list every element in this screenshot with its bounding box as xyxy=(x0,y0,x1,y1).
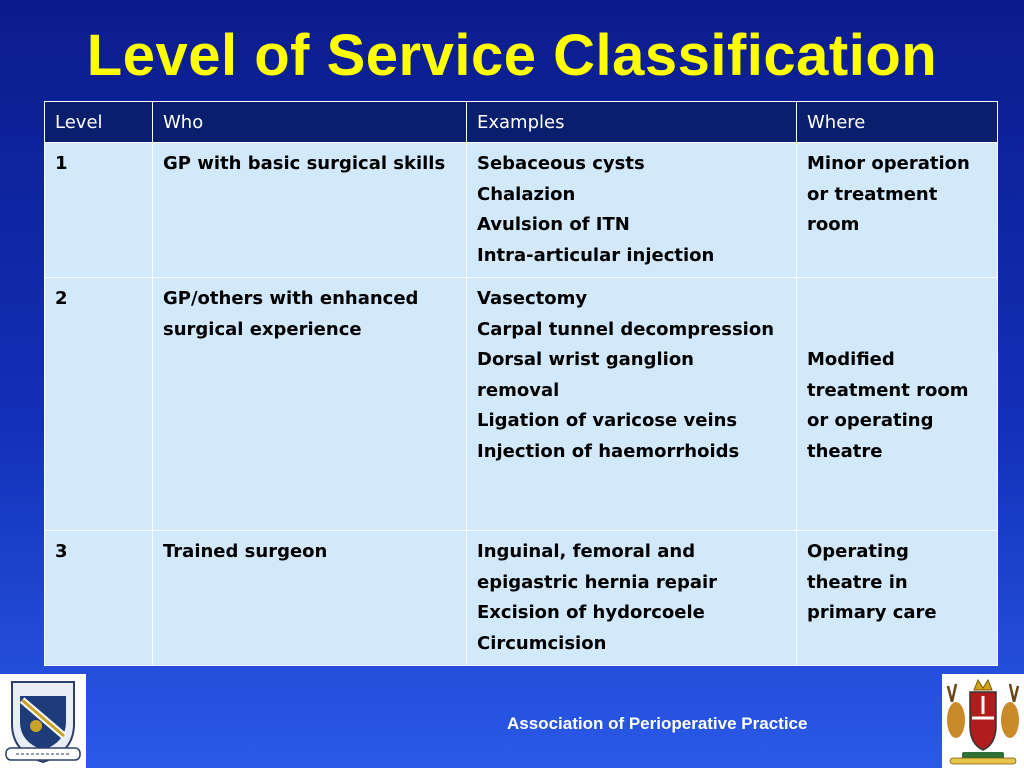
slide-title: Level of Service Classification xyxy=(86,23,938,88)
cell-where xyxy=(797,278,998,531)
cell-line: Chalazion xyxy=(477,183,576,205)
cell-line: Sebaceous cysts xyxy=(477,153,645,174)
cell-who xyxy=(153,531,467,666)
cell-line: Avulsion of ITN xyxy=(477,214,630,235)
cell-line: removal xyxy=(477,379,560,401)
cell-line: Minor operation xyxy=(807,153,970,174)
table-row xyxy=(45,278,998,531)
cell-line: treatment room xyxy=(807,379,969,401)
cell-line: Operating xyxy=(807,541,909,562)
cell-spacer xyxy=(807,284,987,345)
cell-examples xyxy=(467,531,797,666)
cell-level: 1 xyxy=(45,143,153,278)
cell-line: GP/others with enhanced xyxy=(163,288,419,309)
cell-line: surgical experience xyxy=(163,318,362,340)
coat-of-arms-deer-icon xyxy=(942,674,1024,768)
cell-line: Injection of haemorrhoids xyxy=(477,440,740,462)
header-who: Who xyxy=(153,102,467,143)
cell-line: primary care xyxy=(807,602,937,623)
cell-line: Vasectomy xyxy=(477,288,588,309)
cell-level: 2 xyxy=(45,278,153,531)
header-examples: Examples xyxy=(467,102,797,143)
cell-line: or operating xyxy=(807,410,934,431)
cell-who xyxy=(153,143,467,278)
cell-line: Circumcision xyxy=(477,632,607,654)
cell-line: room xyxy=(807,214,860,235)
cell-line: or treatment xyxy=(807,183,938,205)
cell-line: Trained surgeon xyxy=(163,541,328,562)
cell-line: Excision of hydorcoele xyxy=(477,602,705,623)
table-row xyxy=(45,143,998,278)
cell-line: Modified xyxy=(807,349,895,370)
header-where: Where xyxy=(797,102,998,143)
cell-line: Inguinal, femoral and xyxy=(477,541,696,562)
cell-line: theatre xyxy=(807,440,883,462)
cell-level: 3 xyxy=(45,531,153,666)
cell-line: theatre in xyxy=(807,571,908,593)
crest-shield-icon xyxy=(0,674,86,768)
cell-where xyxy=(797,143,998,278)
cell-line: Carpal tunnel decompression xyxy=(477,318,775,340)
cell-examples xyxy=(467,278,797,531)
service-classification-table xyxy=(44,101,998,666)
table-row xyxy=(45,531,998,666)
table-header-row xyxy=(45,102,998,143)
cell-line: Intra-articular injection xyxy=(477,244,715,266)
cell-where xyxy=(797,531,998,666)
cell-examples xyxy=(467,143,797,278)
cell-who xyxy=(153,278,467,531)
cell-line: Dorsal wrist ganglion xyxy=(477,349,694,370)
cell-line: GP with basic surgical skills xyxy=(163,153,446,174)
footer-organisation: Association of Perioperative Practice xyxy=(507,714,808,733)
cell-line: epigastric hernia repair xyxy=(477,571,718,593)
header-level: Level xyxy=(45,102,153,143)
cell-line: Ligation of varicose veins xyxy=(477,410,738,431)
